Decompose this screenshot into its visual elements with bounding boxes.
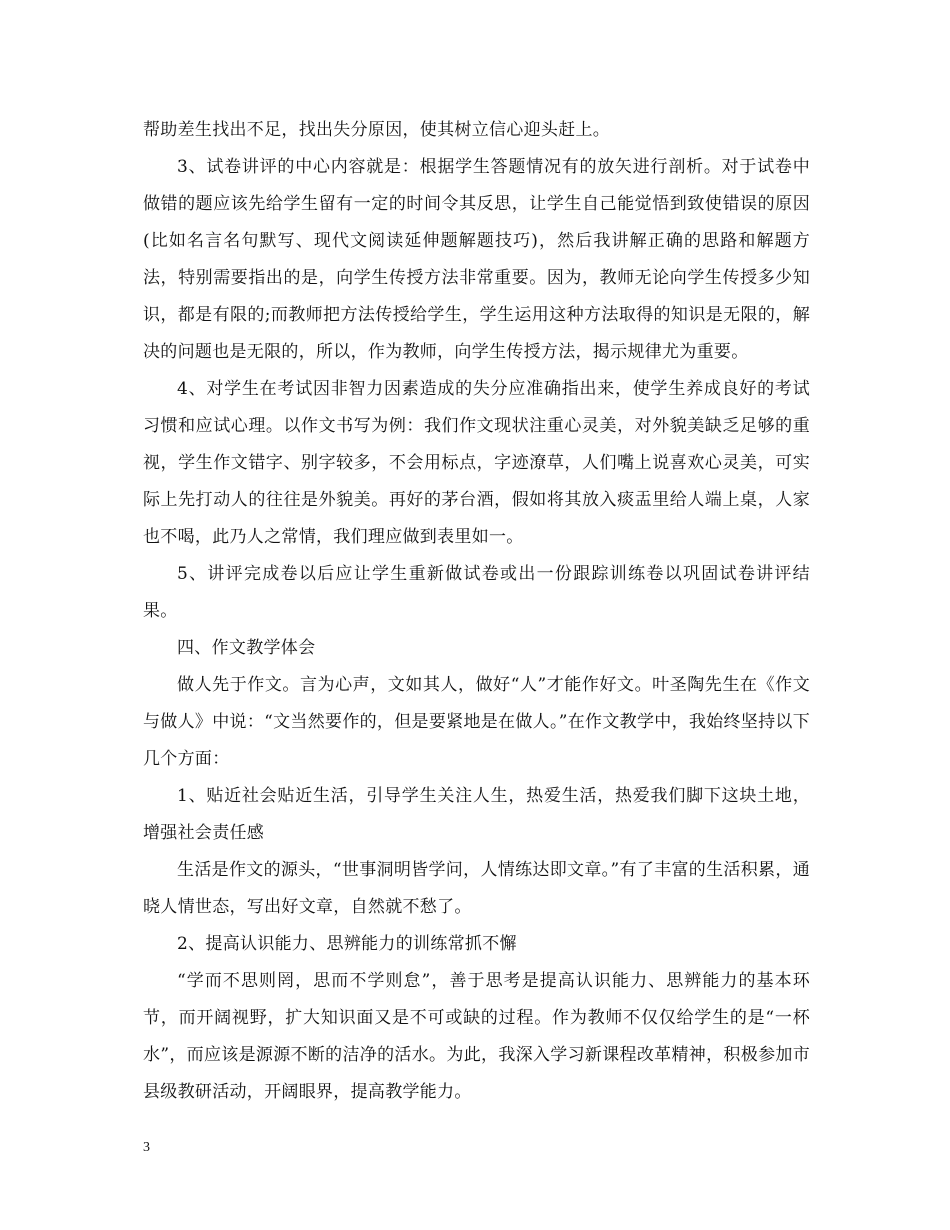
document-body bbox=[143, 112, 810, 1111]
subheading-2: 2、提高认识能力、思辨能力的训练常抓不懈 bbox=[177, 934, 517, 954]
paragraph-thinking: “学而不思则罔，思而不学则怠”，善于思考是提高认识能力、思辨能力的基本环节，而开阔视野，扩大知识面又是不可或缺的过程。作为教师不仅仅给学生的是“一杯水”，而应该是源源不断的洁净的活水。为此，我深入学习新课程改革精神，积极参加市县级教研活动，开阔眼界，提高教学能力。 bbox=[143, 971, 810, 1102]
paragraph-life: 生活是作文的源头，“世事洞明皆学问，人情练达即文章。”有了丰富的生活积累，通晓人情世态，写出好文章，自然就不愁了。 bbox=[143, 860, 810, 917]
subheading-1: 1、贴近社会贴近生活，引导学生关注人生，热爱生活，热爱我们脚下这块土地，增强社会责任感 bbox=[143, 786, 810, 843]
page-number: 3 bbox=[143, 1140, 150, 1155]
paragraph-item-3: 3、试卷讲评的中心内容就是：根据学生答题情况有的放矢进行剖析。对于试卷中做错的题应该先给学生留有一定的时间令其反思，让学生自己能觉悟到致使错误的原因(比如名言名句默写、现代文阅读延伸题解题技巧)，然后我讲解正确的思路和解题方法，特别需要指出的是，向学生传授方法非常重要。因为，教师无论向学生传授多少知识，都是有限的;而教师把方法传授给学生，学生运用这种方法取得的知识是无限的，解决的问题也是无限的，所以，作为教师，向学生传授方法，揭示规律尤为重要。 bbox=[143, 157, 810, 362]
paragraph-item-5: 5、讲评完成卷以后应让学生重新做试卷或出一份跟踪训练卷以巩固试卷讲评结果。 bbox=[143, 564, 810, 621]
paragraph-continuation: 帮助差生找出不足，找出失分原因，使其树立信心迎头赶上。 bbox=[143, 120, 611, 140]
paragraph-intro: 做人先于作文。言为心声，文如其人，做好“人”才能作好文。叶圣陶先生在《作文与做人》中说：“文当然要作的，但是要紧地是在做人。”在作文教学中，我始终坚持以下几个方面： bbox=[143, 675, 810, 769]
paragraph-item-4: 4、对学生在考试因非智力因素造成的失分应准确指出来，使学生养成良好的考试习惯和应试心理。以作文书写为例：我们作文现状注重心灵美，对外貌美缺乏足够的重视，学生作文错字、别字较多，不会用标点，字迹潦草，人们嘴上说喜欢心灵美，可实际上先打动人的往往是外貌美。再好的茅台酒，假如将其放入痰盂里给人端上桌，人家也不喝，此乃人之常情，我们理应做到表里如一。 bbox=[143, 379, 810, 547]
section-heading: 四、作文教学体会 bbox=[177, 638, 316, 658]
